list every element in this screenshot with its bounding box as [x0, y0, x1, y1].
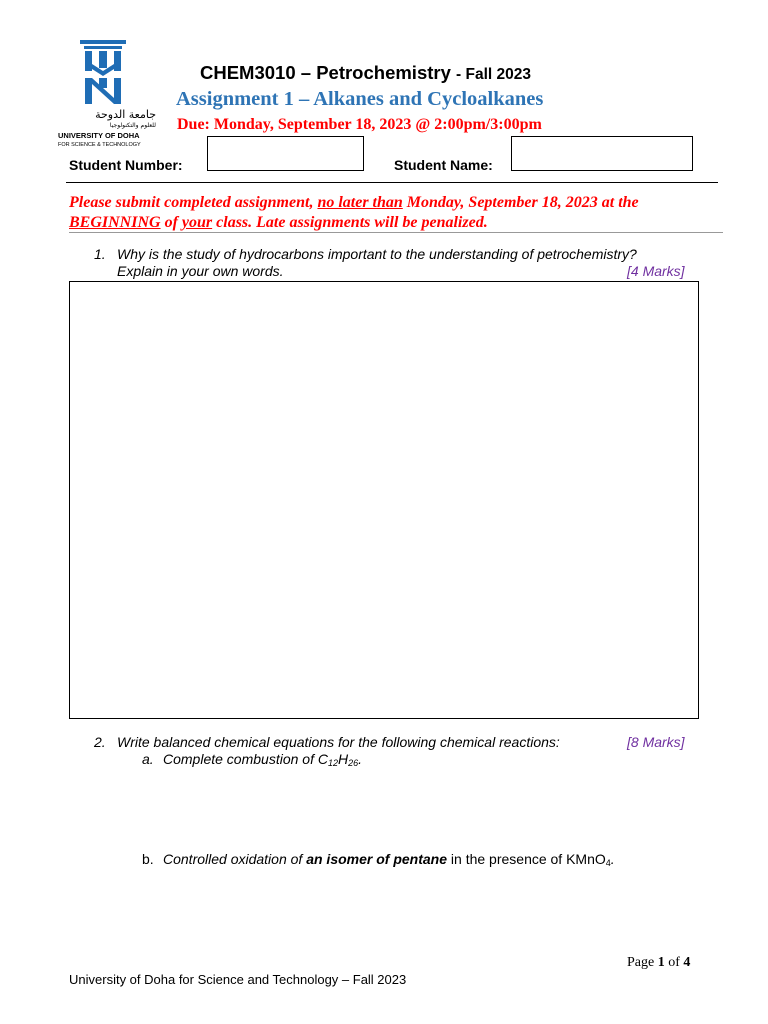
logo-english-subtitle: FOR SCIENCE & TECHNOLOGY	[58, 142, 141, 148]
student-name-label: Student Name:	[394, 157, 493, 173]
course-title	[200, 62, 531, 84]
course-term: - Fall 2023	[456, 66, 531, 83]
question-2a-text: Complete combustion of $C_{12}H_{26}$.	[163, 751, 363, 768]
question-1-marks: [4 Marks]	[627, 263, 685, 279]
question-1-text-line2: Explain in your own words.	[117, 263, 284, 279]
question-1-answer-box[interactable]	[69, 281, 699, 719]
question-2-marks: [8 Marks]	[627, 734, 685, 750]
logo-arabic-name: جامعة الدوحة	[95, 108, 156, 121]
question-2b-letter: b.	[142, 851, 154, 867]
notice-divider	[69, 232, 723, 233]
student-number-label: Student Number:	[69, 157, 183, 173]
question-2-text: Write balanced chemical equations for the following chemical reactions:	[117, 734, 560, 750]
student-number-field[interactable]	[207, 136, 364, 171]
footer-text: University of Doha for Science and Technology – Fall 2023	[69, 972, 407, 987]
course-code-name: CHEM3010 – Petrochemistry	[200, 62, 451, 83]
header-divider	[66, 182, 718, 183]
logo-english-name: UNIVERSITY OF DOHA	[58, 131, 140, 140]
question-2b-text: Controlled oxidation of an isomer of pentane in the presence of KMnO$_4$.	[163, 851, 615, 868]
assignment-title: Assignment 1 – Alkanes and Cycloalkanes	[176, 88, 544, 110]
question-1-number: 1.	[94, 246, 106, 262]
page-number: Page 1 of 4	[627, 955, 691, 970]
udst-emblem-icon	[80, 40, 126, 106]
student-name-field[interactable]	[511, 136, 693, 171]
due-date: Due: Monday, September 18, 2023 @ 2:00pm/3:00pm	[177, 116, 542, 133]
question-2a-letter: a.	[142, 751, 154, 767]
question-1-text-line1: Why is the study of hydrocarbons important to the understanding of petrochemistry?	[117, 246, 637, 262]
logo-arabic-subtitle: للعلوم والتكنولوجيا	[109, 122, 156, 129]
question-2-number: 2.	[94, 734, 106, 750]
submission-notice: Please submit completed assignment, no later than Monday, September 18, 2023 at the BEGINNING of your class. Late assignments will be penalized.	[69, 194, 639, 231]
university-logo	[58, 40, 158, 150]
